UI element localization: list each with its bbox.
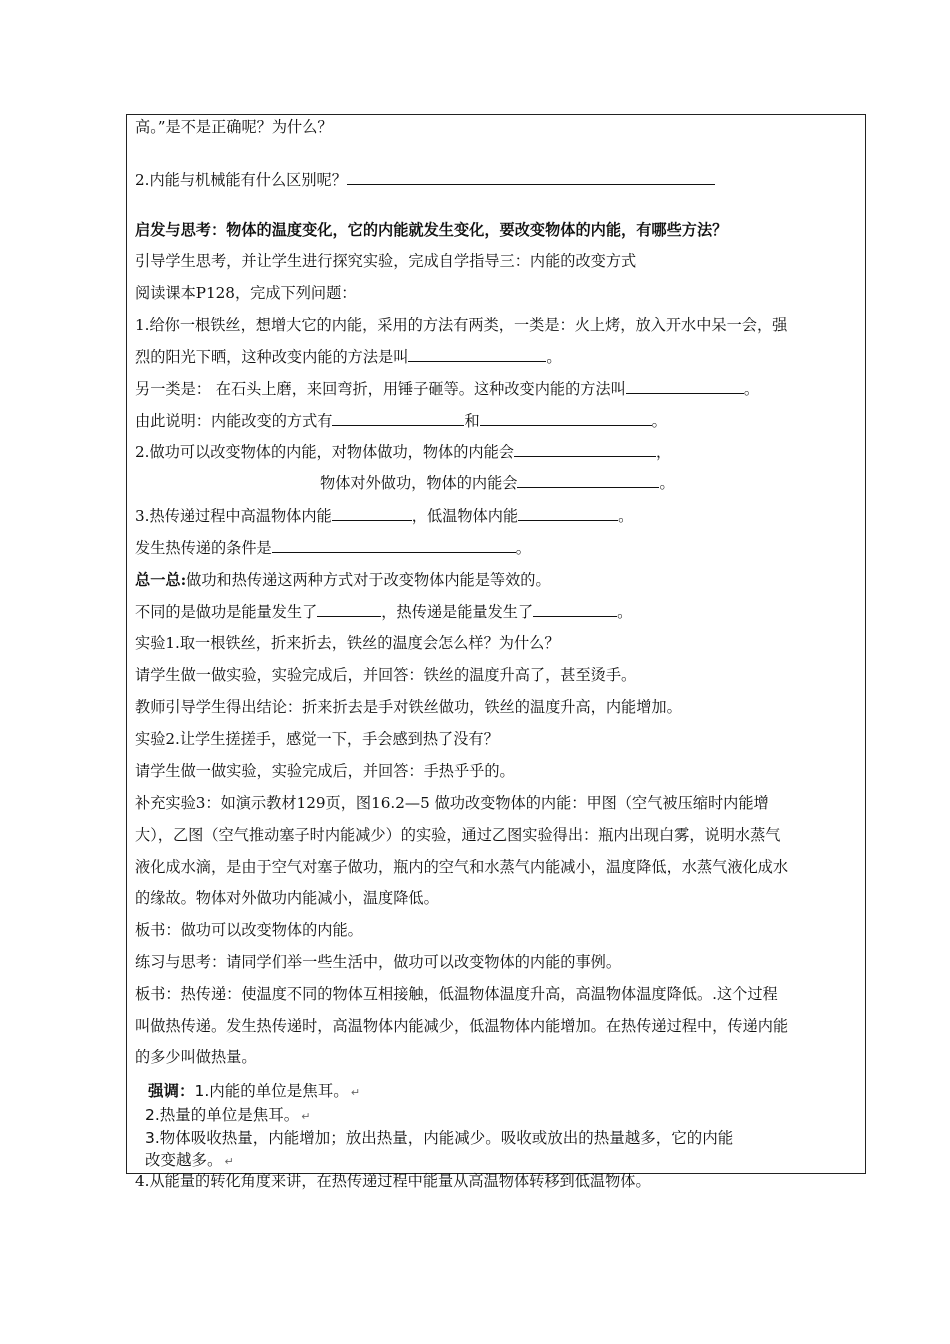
fill-line xyxy=(135,411,667,431)
text: 物体对外做功，物体的内能会 xyxy=(320,474,518,492)
fill-line xyxy=(135,442,671,462)
text-line: 练习与思考：请同学们举一些生活中，做功可以改变物体的内能的事例。 xyxy=(135,953,621,971)
answer-blank[interactable] xyxy=(533,602,617,617)
text-line: 4.从能量的转化角度来讲，在热传递过程中能量从高温物体转移到低温物体。 xyxy=(135,1172,651,1190)
answer-blank[interactable] xyxy=(518,506,618,521)
text: 烈的阳光下晒，这种改变内能的方法是叫 xyxy=(135,348,409,366)
summary-label: 总一总: xyxy=(135,571,187,589)
answer-blank[interactable] xyxy=(514,442,656,457)
fill-line xyxy=(135,538,531,558)
answer-blank[interactable] xyxy=(332,506,412,521)
text: 。 xyxy=(515,539,531,557)
text-line: 高。”是不是正确呢？为什么？ xyxy=(135,118,333,136)
answer-blank[interactable] xyxy=(332,411,464,426)
text: 由此说明：内能改变的方式有 xyxy=(135,412,333,430)
text: 做功和热传递这两种方式对于改变物体内能是等效的。 xyxy=(186,571,551,589)
emphasis-note xyxy=(145,1150,234,1172)
text: 。 xyxy=(659,474,675,492)
text-line: 请学生做一做实验，实验完成后，并回答：手热乎乎的。 xyxy=(135,762,515,780)
text: 发生热传递的条件是 xyxy=(135,539,272,557)
text-line: 的缘故。物体对外做功内能减小，温度降低。 xyxy=(135,889,439,907)
text-line: 板书：热传递：使温度不同的物体互相接触，低温物体温度升高，高温物体温度降低。.这个过程 xyxy=(135,985,778,1003)
answer-blank[interactable] xyxy=(272,538,516,553)
text: 2.内能与机械能有什么区别呢？ xyxy=(135,171,347,189)
return-mark-icon: ↵ xyxy=(301,1110,311,1123)
answer-blank[interactable] xyxy=(408,347,546,362)
summary-line xyxy=(135,570,551,590)
answer-blank[interactable] xyxy=(317,602,381,617)
text: ，热传递是能量发生了 xyxy=(381,603,534,621)
text-line: 的多少叫做热量。 xyxy=(135,1048,257,1066)
answer-blank[interactable] xyxy=(626,379,744,394)
emphasis-label: 强调： xyxy=(148,1082,195,1100)
text: 不同的是做功是能量发生了 xyxy=(135,603,318,621)
answer-blank[interactable] xyxy=(517,473,659,488)
text-line: 补充实验3：如演示教材129页，图16.2—5 做功改变物体的内能：甲图（空气被压缩时内能增 xyxy=(135,794,769,812)
text-line: 1.给你一根铁丝，想增大它的内能，采用的方法有两类，一类是：火上烤，放入开水中呆一会，强 xyxy=(135,316,788,334)
fill-line xyxy=(320,473,675,493)
emphasis-note: 3.物体吸收热量，内能增加；放出热量，内能减少。吸收或放出的热量越多，它的内能 xyxy=(145,1129,734,1147)
text: 3.热传递过程中高温物体内能 xyxy=(135,507,332,525)
text-line: 实验1.取一根铁丝，折来折去，铁丝的温度会怎么样？为什么？ xyxy=(135,634,560,652)
text-line: 实验2.让学生搓搓手，感觉一下，手会感到热了没有？ xyxy=(135,730,499,748)
text: 1.内能的单位是焦耳。 xyxy=(194,1082,349,1100)
text-line: 阅读课本P128，完成下列问题： xyxy=(135,284,357,302)
question-2 xyxy=(135,170,715,190)
text-line: 请学生做一做实验，实验完成后，并回答：铁丝的温度升高了，甚至烫手。 xyxy=(135,666,637,684)
text: 另一类是： 在石头上磨，来回弯折，用锤子砸等。这种改变内能的方法叫 xyxy=(135,380,626,398)
text: 2.热量的单位是焦耳。 xyxy=(145,1106,300,1124)
text-line: 大），乙图（空气推动塞子时内能减少）的实验，通过乙图实验得出：瓶内出现白雾，说明水蒸气 xyxy=(135,826,781,844)
heading-inspire: 启发与思考：物体的温度变化，它的内能就发生变化，要改变物体的内能，有哪些方法？ xyxy=(135,221,728,239)
emphasis-note xyxy=(148,1081,360,1103)
return-mark-icon: ↵ xyxy=(350,1086,361,1099)
text: 。 xyxy=(743,380,760,398)
text: 2.做功可以改变物体的内能，对物体做功，物体的内能会 xyxy=(135,443,514,461)
text: ，低温物体内能 xyxy=(411,507,519,525)
text-line: 液化成水滴，是由于空气对塞子做功，瓶内的空气和水蒸气内能减小，温度降低，水蒸气液化成水 xyxy=(135,858,789,876)
text-line: 引导学生思考，并让学生进行探究实验，完成自学指导三：内能的改变方式 xyxy=(135,252,637,270)
text: 。 xyxy=(546,348,562,366)
return-mark-icon: ↵ xyxy=(224,1155,234,1168)
text: 。 xyxy=(651,412,667,430)
fill-line xyxy=(135,347,562,367)
text-line: 板书：做功可以改变物体的内能。 xyxy=(135,921,363,939)
text-line: 叫做热传递。发生热传递时，高温物体内能减少，低温物体内能增加。在热传递过程中，传递内能 xyxy=(135,1017,789,1035)
text: 改变越多。 xyxy=(145,1151,223,1169)
fill-line xyxy=(135,602,632,622)
fill-line xyxy=(135,506,633,526)
text-line: 教师引导学生得出结论：折来折去是手对铁丝做功，铁丝的温度升高，内能增加。 xyxy=(135,698,682,716)
answer-blank[interactable] xyxy=(347,170,715,185)
text: 。 xyxy=(617,603,633,621)
text: ， xyxy=(656,443,672,461)
text: 。 xyxy=(618,507,634,525)
text: 和 xyxy=(464,412,480,430)
fill-line xyxy=(135,379,759,399)
answer-blank[interactable] xyxy=(480,411,652,426)
emphasis-note xyxy=(145,1105,311,1127)
